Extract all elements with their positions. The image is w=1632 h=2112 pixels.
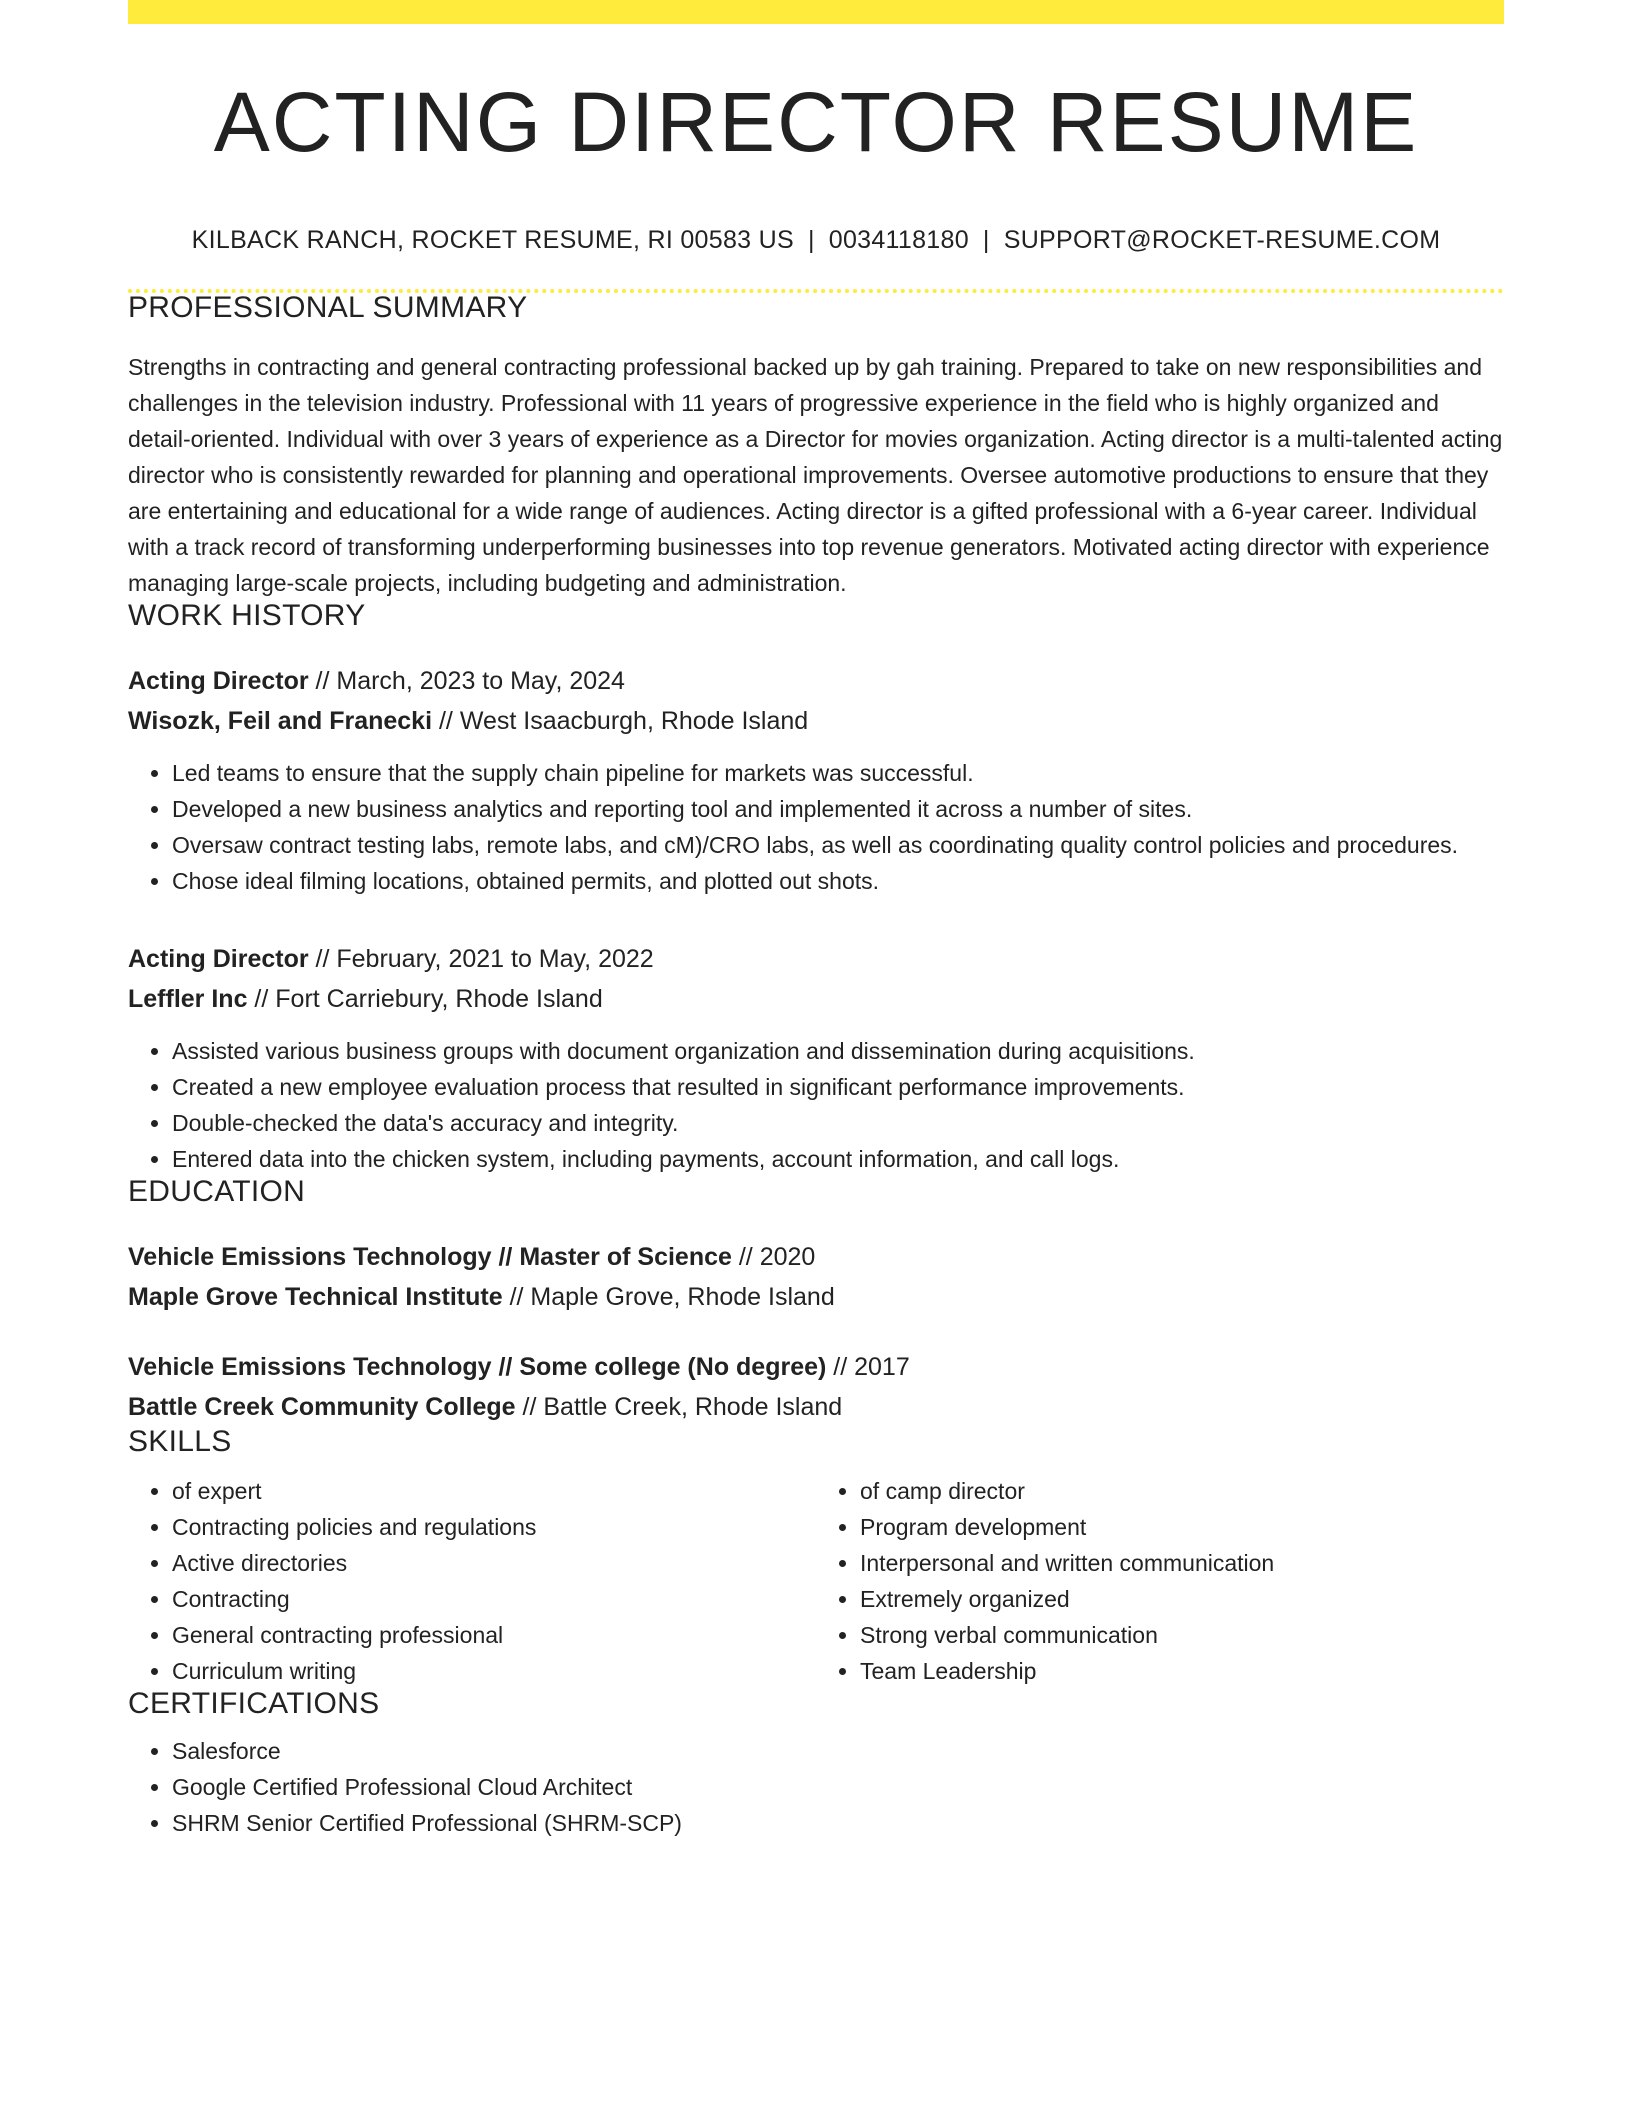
list-item: • Google Certified Professional Cloud Architect [172, 1769, 1504, 1805]
list-item: • Interpersonal and written communication [860, 1545, 1504, 1581]
contact-separator: | [807, 226, 815, 254]
skills-grid [128, 1473, 1504, 1689]
skills-right-column [816, 1473, 1504, 1689]
list-item: • of expert [172, 1473, 816, 1509]
education-heading: EDUCATION [128, 1175, 306, 1208]
job-role-line [128, 661, 1504, 701]
list-item: • Active directories [172, 1545, 816, 1581]
list-item: • Curriculum writing [172, 1653, 816, 1689]
summary-text: Strengths in contracting and general contracting professional backed up by gah training. Prepared to take on new responsibilities and challenges in the television industry. Professional with 11 years of progressive experience in the field who is highly organized and detail-oriented. Individual with over 3 years of experience as a Director for movies organization. Acting director is a multi-talented acting director who is consistently rewarded for planning and operational improvements. Oversee automotive productions to ensure that they are entertaining and educational for a wide range of audiences. Acting director is a gifted professional with a 6-year career. Individual with a track record of transforming underperforming businesses into top revenue generators. Motivated acting director with experience managing large-scale projects, including budgeting and administration. [128, 354, 1503, 596]
education-school: Battle Creek Community College [128, 1393, 516, 1421]
skills-heading: SKILLS [128, 1425, 232, 1458]
contact-phone: 0034118180 [828, 226, 969, 254]
job-role: Acting Director [128, 945, 309, 973]
education-degree-line [128, 1347, 1504, 1387]
list-item: • Chose ideal filming locations, obtained permits, and plotted out shots. [172, 863, 1504, 899]
skills-left-column [128, 1473, 816, 1689]
contact-line [128, 228, 1504, 253]
education-entry [128, 1237, 1504, 1317]
job-role: Acting Director [128, 667, 309, 695]
list-item: • Contracting [172, 1581, 816, 1617]
list-item: • Contracting policies and regulations [172, 1509, 816, 1545]
work-history-heading: WORK HISTORY [128, 599, 366, 632]
resume-page [128, 0, 1504, 1841]
education-location: // Battle Creek, Rhode Island [515, 1393, 843, 1421]
certifications-list [128, 1733, 1504, 1841]
job-entry [128, 661, 1504, 899]
list-item: • Program development [860, 1509, 1504, 1545]
education-school: Maple Grove Technical Institute [128, 1283, 503, 1311]
education-school-line [128, 1277, 1504, 1317]
education-school-line [128, 1387, 1504, 1427]
resume-title: ACTING DIRECTOR RESUME [213, 75, 1419, 169]
certifications-heading: CERTIFICATIONS [128, 1687, 380, 1720]
list-item: • Entered data into the chicken system, including payments, account information, and call logs. [172, 1141, 1504, 1177]
job-entry [128, 939, 1504, 1177]
list-item: • SHRM Senior Certified Professional (SHRM-SCP) [172, 1805, 1504, 1841]
job-company: Leffler Inc [128, 985, 248, 1013]
list-item: • Strong verbal communication [860, 1617, 1504, 1653]
education-entry [128, 1347, 1504, 1427]
job-role-line [128, 939, 1504, 979]
list-item: • Created a new employee evaluation process that resulted in significant performance improvements. [172, 1069, 1504, 1105]
summary-heading: PROFESSIONAL SUMMARY [128, 291, 528, 324]
job-location: // West Isaacburgh, Rhode Island [432, 707, 809, 735]
contact-address: KILBACK RANCH, ROCKET RESUME, RI 00583 US [191, 226, 794, 254]
job-company-line [128, 979, 1504, 1019]
job-bullets [128, 1033, 1504, 1177]
list-item: • of camp director [860, 1473, 1504, 1509]
job-dates: // February, 2021 to May, 2022 [308, 945, 654, 973]
education-year: // 2017 [826, 1353, 910, 1381]
education-degree-line [128, 1237, 1504, 1277]
list-item: • Assisted various business groups with document organization and dissemination during acquisitions. [172, 1033, 1504, 1069]
list-item: • Team Leadership [860, 1653, 1504, 1689]
education-degree: Vehicle Emissions Technology // Master of Science [128, 1243, 732, 1271]
education-year: // 2020 [731, 1243, 816, 1271]
education-degree: Vehicle Emissions Technology // Some college (No degree) [128, 1353, 827, 1381]
job-company: Wisozk, Feil and Franecki [128, 707, 433, 735]
contact-separator: | [982, 226, 990, 254]
job-dates: // March, 2023 to May, 2024 [308, 667, 625, 695]
education-location: // Maple Grove, Rhode Island [502, 1283, 835, 1311]
list-item: • Salesforce [172, 1733, 1504, 1769]
job-bullets [128, 755, 1504, 899]
list-item: • Oversaw contract testing labs, remote labs, and cM)/CRO labs, as well as coordinating quality control policies and procedures. [172, 827, 1504, 863]
accent-top-bar [128, 0, 1504, 24]
list-item: • Developed a new business analytics and reporting tool and implemented it across a number of sites. [172, 791, 1504, 827]
job-company-line [128, 701, 1504, 741]
list-item: • General contracting professional [172, 1617, 816, 1653]
list-item: • Extremely organized [860, 1581, 1504, 1617]
list-item: • Double-checked the data's accuracy and integrity. [172, 1105, 1504, 1141]
list-item: • Led teams to ensure that the supply chain pipeline for markets was successful. [172, 755, 1504, 791]
contact-email: SUPPORT@ROCKET-RESUME.COM [1003, 226, 1441, 254]
job-location: // Fort Carriebury, Rhode Island [247, 985, 603, 1013]
